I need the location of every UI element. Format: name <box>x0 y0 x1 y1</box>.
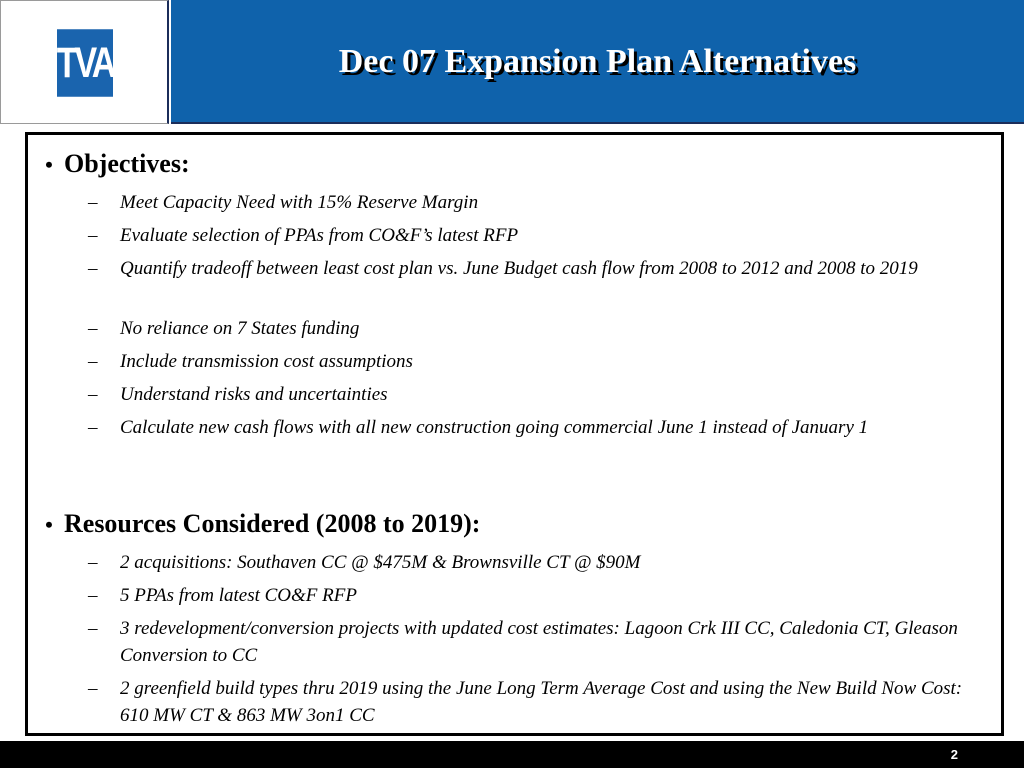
list-item <box>88 414 968 441</box>
dash-icon: – <box>88 384 98 405</box>
dash-icon: – <box>88 552 98 573</box>
list-item-text: 3 redevelopment/conversion projects with updated cost estimates: Lagoon Crk III CC, Caledonia CT, Gleason Conversion to CC <box>120 618 958 666</box>
logo-panel <box>0 0 169 124</box>
list-item <box>88 582 968 609</box>
bullet-icon: • <box>45 512 53 537</box>
dash-icon: – <box>88 417 98 438</box>
content-box <box>25 132 1004 736</box>
list-item-text: Meet Capacity Need with 15% Reserve Margin <box>120 192 479 213</box>
list-item <box>88 222 968 249</box>
section-heading-resources <box>34 509 480 539</box>
footer-bar <box>0 741 1024 768</box>
title-bar <box>171 0 1024 124</box>
list-item <box>88 675 968 729</box>
bullet-icon: • <box>45 152 53 177</box>
list-item <box>88 549 968 576</box>
dash-icon: – <box>88 585 98 606</box>
list-item-text: Evaluate selection of PPAs from CO&F’s latest RFP <box>120 225 519 246</box>
section-heading-text: Resources Considered (2008 to 2019): <box>64 509 481 538</box>
list-item <box>88 348 968 375</box>
list-item-text: Include transmission cost assumptions <box>120 351 413 372</box>
section-heading-text: Objectives: <box>64 149 190 178</box>
list-item-text: 2 greenfield build types thru 2019 using the June Long Term Average Cost and using the New Build Now Cost: 610 MW CT & 863 MW 3on1 CC <box>120 678 963 726</box>
list-item-text: No reliance on 7 States funding <box>120 318 360 339</box>
slide-title: Dec 07 Expansion Plan Alternatives <box>338 43 857 80</box>
dash-icon: – <box>88 318 98 339</box>
list-item <box>88 315 968 342</box>
list-item-text: 5 PPAs from latest CO&F RFP <box>120 585 357 606</box>
list-item-text: Understand risks and uncertainties <box>120 384 388 405</box>
list-item <box>88 381 968 408</box>
dash-icon: – <box>88 225 98 246</box>
list-item-text: Calculate new cash flows with all new construction going commercial June 1 instead of January 1 <box>120 417 869 438</box>
page-number: 2 <box>950 747 958 762</box>
dash-icon: – <box>88 192 98 213</box>
list-item <box>88 255 968 282</box>
slide-header <box>0 0 1024 126</box>
section-heading-objectives <box>34 149 190 179</box>
dash-icon: – <box>88 618 98 639</box>
dash-icon: – <box>88 678 98 699</box>
list-item-text: 2 acquisitions: Southaven CC @ $475M & Brownsville CT @ $90M <box>120 552 641 573</box>
dash-icon: – <box>88 258 98 279</box>
tva-logo: TVA <box>57 29 113 97</box>
list-item <box>88 615 968 669</box>
dash-icon: – <box>88 351 98 372</box>
list-item <box>88 189 968 216</box>
list-item-text: Quantify tradeoff between least cost plan vs. June Budget cash flow from 2008 to 2012 and 2008 to 2019 <box>120 258 918 279</box>
